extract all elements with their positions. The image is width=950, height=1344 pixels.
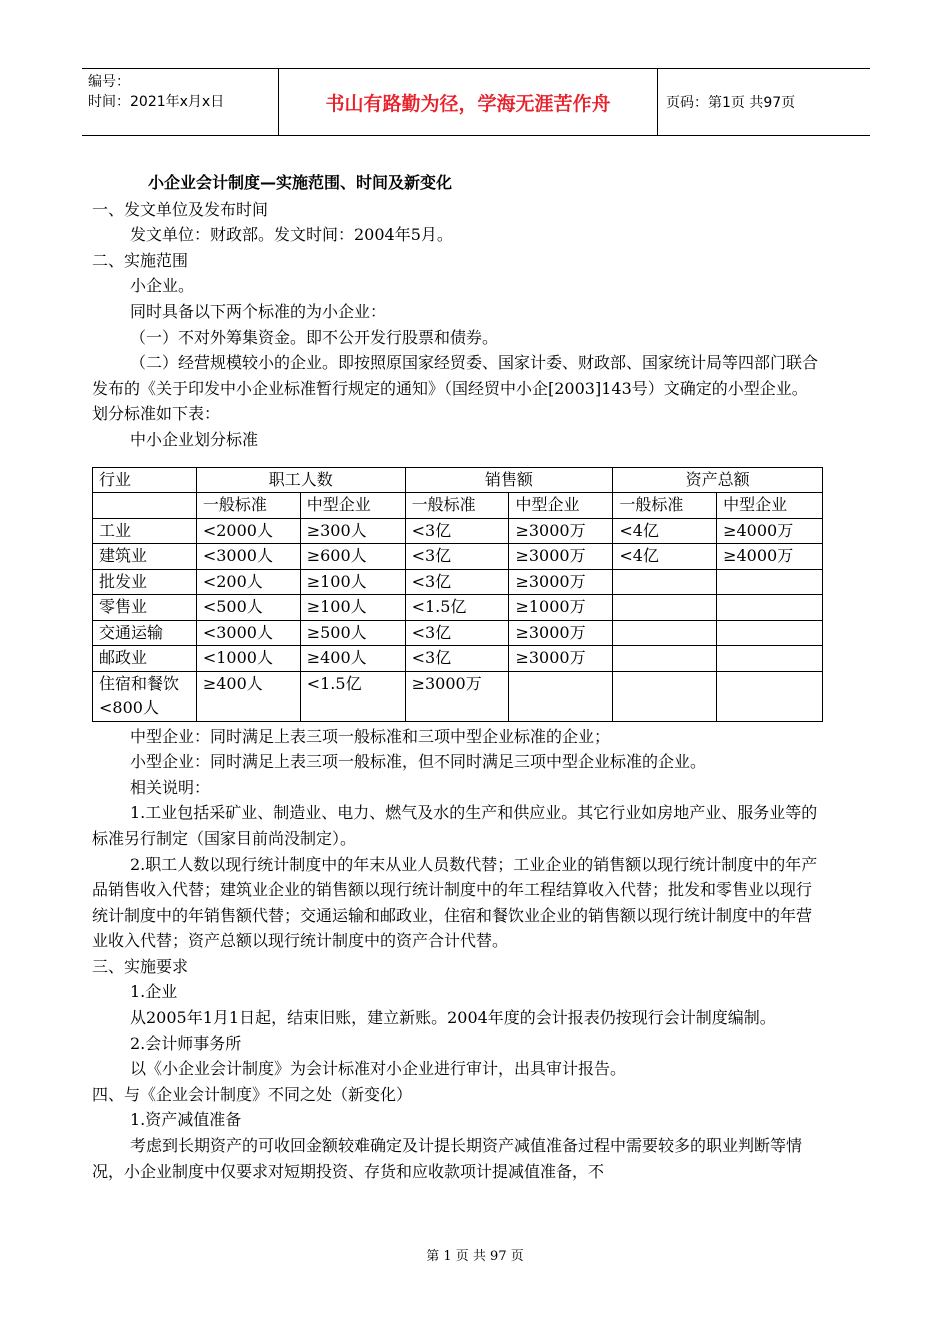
- table-cell: [717, 620, 823, 646]
- table-cell: <4亿: [613, 518, 717, 544]
- subsection-heading: 1.资产减值准备: [130, 1110, 242, 1130]
- table-cell: <3亿: [405, 518, 509, 544]
- table-cell: [717, 646, 823, 672]
- table-cell: <200人: [196, 569, 300, 595]
- table-cell: ≥100人: [300, 569, 405, 595]
- table-cell: [613, 620, 717, 646]
- table-cell: 建筑业: [93, 544, 197, 570]
- section-heading: 三、实施要求: [92, 956, 189, 976]
- col-sub-general: 一般标准: [405, 493, 509, 519]
- table-cell: 零售业: [93, 595, 197, 621]
- table-cell: 工业: [93, 518, 197, 544]
- table-cell: 交通运输: [93, 620, 197, 646]
- table-cell: <1000人: [196, 646, 300, 672]
- table-cell: ≥3000万: [509, 544, 613, 570]
- table-header-row: [93, 467, 823, 493]
- paragraph: 发文单位：财政部。发文时间：2004年5月。: [130, 225, 453, 245]
- table-cell: ≥3000万: [509, 646, 613, 672]
- table-cell: <500人: [196, 595, 300, 621]
- table-cell: [717, 595, 823, 621]
- table-row: [93, 671, 823, 721]
- header-motto: 书山有路勤为径，学海无涯苦作舟: [278, 69, 658, 135]
- paragraph: 1.工业包括采矿业、制造业、电力、燃气及水的生产和供应业。其它行业如房地产业、服务业等的标准另行制定（国家目前尚没制定）。: [92, 803, 818, 848]
- table-row: [93, 518, 823, 544]
- col-sub-medium: 中型企业: [509, 493, 613, 519]
- table-cell: [93, 493, 197, 519]
- table-cell: ≥3000万: [509, 518, 613, 544]
- table-cell: [613, 569, 717, 595]
- table-cell: ≥4000万: [717, 544, 823, 570]
- table-cell: <1.5亿: [405, 595, 509, 621]
- paragraph: （一）不对外筹集资金。即不公开发行股票和债券。: [130, 327, 499, 347]
- table-cell: [717, 569, 823, 595]
- paragraph: 从2005年1月1日起，结束旧账，建立新账。2004年度的会计报表仍按现行会计制度编制。: [130, 1008, 776, 1028]
- table-cell: 批发业: [93, 569, 197, 595]
- col-sub-general: 一般标准: [196, 493, 300, 519]
- table-cell: <3亿: [405, 620, 509, 646]
- doc-number-label: 编号：: [88, 74, 130, 90]
- paragraph: 以《小企业会计制度》为会计标准对小企业进行审计，出具审计报告。: [130, 1059, 627, 1079]
- col-sub-medium: 中型企业: [300, 493, 405, 519]
- table-row: [93, 544, 823, 570]
- table-cell: [613, 671, 717, 721]
- header-meta: [82, 69, 278, 135]
- table-cell: ≥600人: [300, 544, 405, 570]
- paragraph: 小企业。: [130, 276, 195, 296]
- paragraph: （二）经营规模较小的企业。即按照原国家经贸委、国家计委、财政部、国家统计局等四部门联合发布的《关于印发中小企业标准暂行规定的通知》（国经贸中小企[2003]143号）文确定的小型企业。划分标准如下表：: [92, 353, 819, 424]
- table-cell: <3亿: [405, 646, 509, 672]
- document-title: 小企业会计制度—实施范围、时间及新变化: [148, 173, 453, 192]
- table-caption: 中小企业划分标准: [130, 429, 259, 449]
- table-subheader-row: [93, 493, 823, 519]
- paragraph: 小型企业：同时满足上表三项一般标准，但不同时满足三项中型企业标准的企业。: [130, 752, 707, 772]
- table-row: [93, 646, 823, 672]
- col-group-assets: 资产总额: [613, 467, 823, 493]
- table-row: [93, 595, 823, 621]
- classification-table: [92, 467, 823, 722]
- table-cell: [717, 671, 823, 721]
- table-cell: <3000人: [196, 544, 300, 570]
- table-cell: <3亿: [405, 544, 509, 570]
- table-cell: ≥400人: [300, 646, 405, 672]
- section-heading: 一、发文单位及发布时间: [92, 199, 269, 219]
- table-cell: <2000人: [196, 518, 300, 544]
- table-cell: ≥400人: [196, 671, 300, 721]
- col-sub-medium: 中型企业: [717, 493, 823, 519]
- table-cell: ≥100人: [300, 595, 405, 621]
- subsection-heading: 1.企业: [130, 982, 178, 1002]
- table-cell: <3亿: [405, 569, 509, 595]
- header-page-info: 页码：第1页 共97页: [666, 95, 796, 111]
- paragraph: 同时具备以下两个标准的为小企业：: [130, 301, 387, 321]
- paragraph: 中型企业：同时满足上表三项一般标准和三项中型企业标准的企业；: [130, 726, 611, 746]
- table-row: [93, 569, 823, 595]
- paragraph: 考虑到长期资产的可收回金额较难确定及计提长期资产减值准备过程中需要较多的职业判断等情况，小企业制度中仅要求对短期投资、存货和应收款项计提减值准备，不: [92, 1136, 803, 1181]
- table-cell: ≥4000万: [717, 518, 823, 544]
- paragraph: 2.职工人数以现行统计制度中的年末从业人员数代替；工业企业的销售额以现行统计制度中的年产品销售收入代替；建筑业企业的销售额以现行统计制度中的年工程结算收入代替；批发和零售业以现行统计制度中的年销售额代替；交通运输和邮政业，住宿和餐饮业企业的销售额以现行统计制度中的年营业收入代替；资产总额以现行统计制度中的资产合计代替。: [92, 854, 818, 951]
- page-header: [82, 68, 870, 136]
- section-heading: 四、与《企业会计制度》不同之处（新变化）: [92, 1084, 413, 1104]
- table-cell: <1.5亿: [300, 671, 405, 721]
- table-cell: ≥3000万: [405, 671, 509, 721]
- table-cell: ≥3000万: [509, 569, 613, 595]
- table-cell: [509, 671, 613, 721]
- page-footer: 第 1 页 共 97 页: [426, 1249, 524, 1264]
- table-cell: ≥500人: [300, 620, 405, 646]
- doc-date-label: 时间：2021年x月x日: [88, 94, 225, 110]
- subsection-heading: 2.会计师事务所: [130, 1033, 242, 1053]
- table-row: [93, 620, 823, 646]
- col-group-sales: 销售额: [405, 467, 613, 493]
- table-cell: 住宿和餐饮<800人: [93, 671, 197, 721]
- table-cell: [613, 595, 717, 621]
- col-sub-general: 一般标准: [613, 493, 717, 519]
- table-cell: 邮政业: [93, 646, 197, 672]
- table-cell: ≥300人: [300, 518, 405, 544]
- document-body: [92, 170, 822, 1184]
- table-cell: [613, 646, 717, 672]
- col-group-staff: 职工人数: [196, 467, 405, 493]
- paragraph: 相关说明：: [130, 777, 211, 797]
- table-cell: <3000人: [196, 620, 300, 646]
- table-cell: ≥3000万: [509, 620, 613, 646]
- col-industry: 行业: [93, 467, 197, 493]
- table-cell: ≥1000万: [509, 595, 613, 621]
- section-heading: 二、实施范围: [92, 250, 189, 270]
- table-cell: <4亿: [613, 544, 717, 570]
